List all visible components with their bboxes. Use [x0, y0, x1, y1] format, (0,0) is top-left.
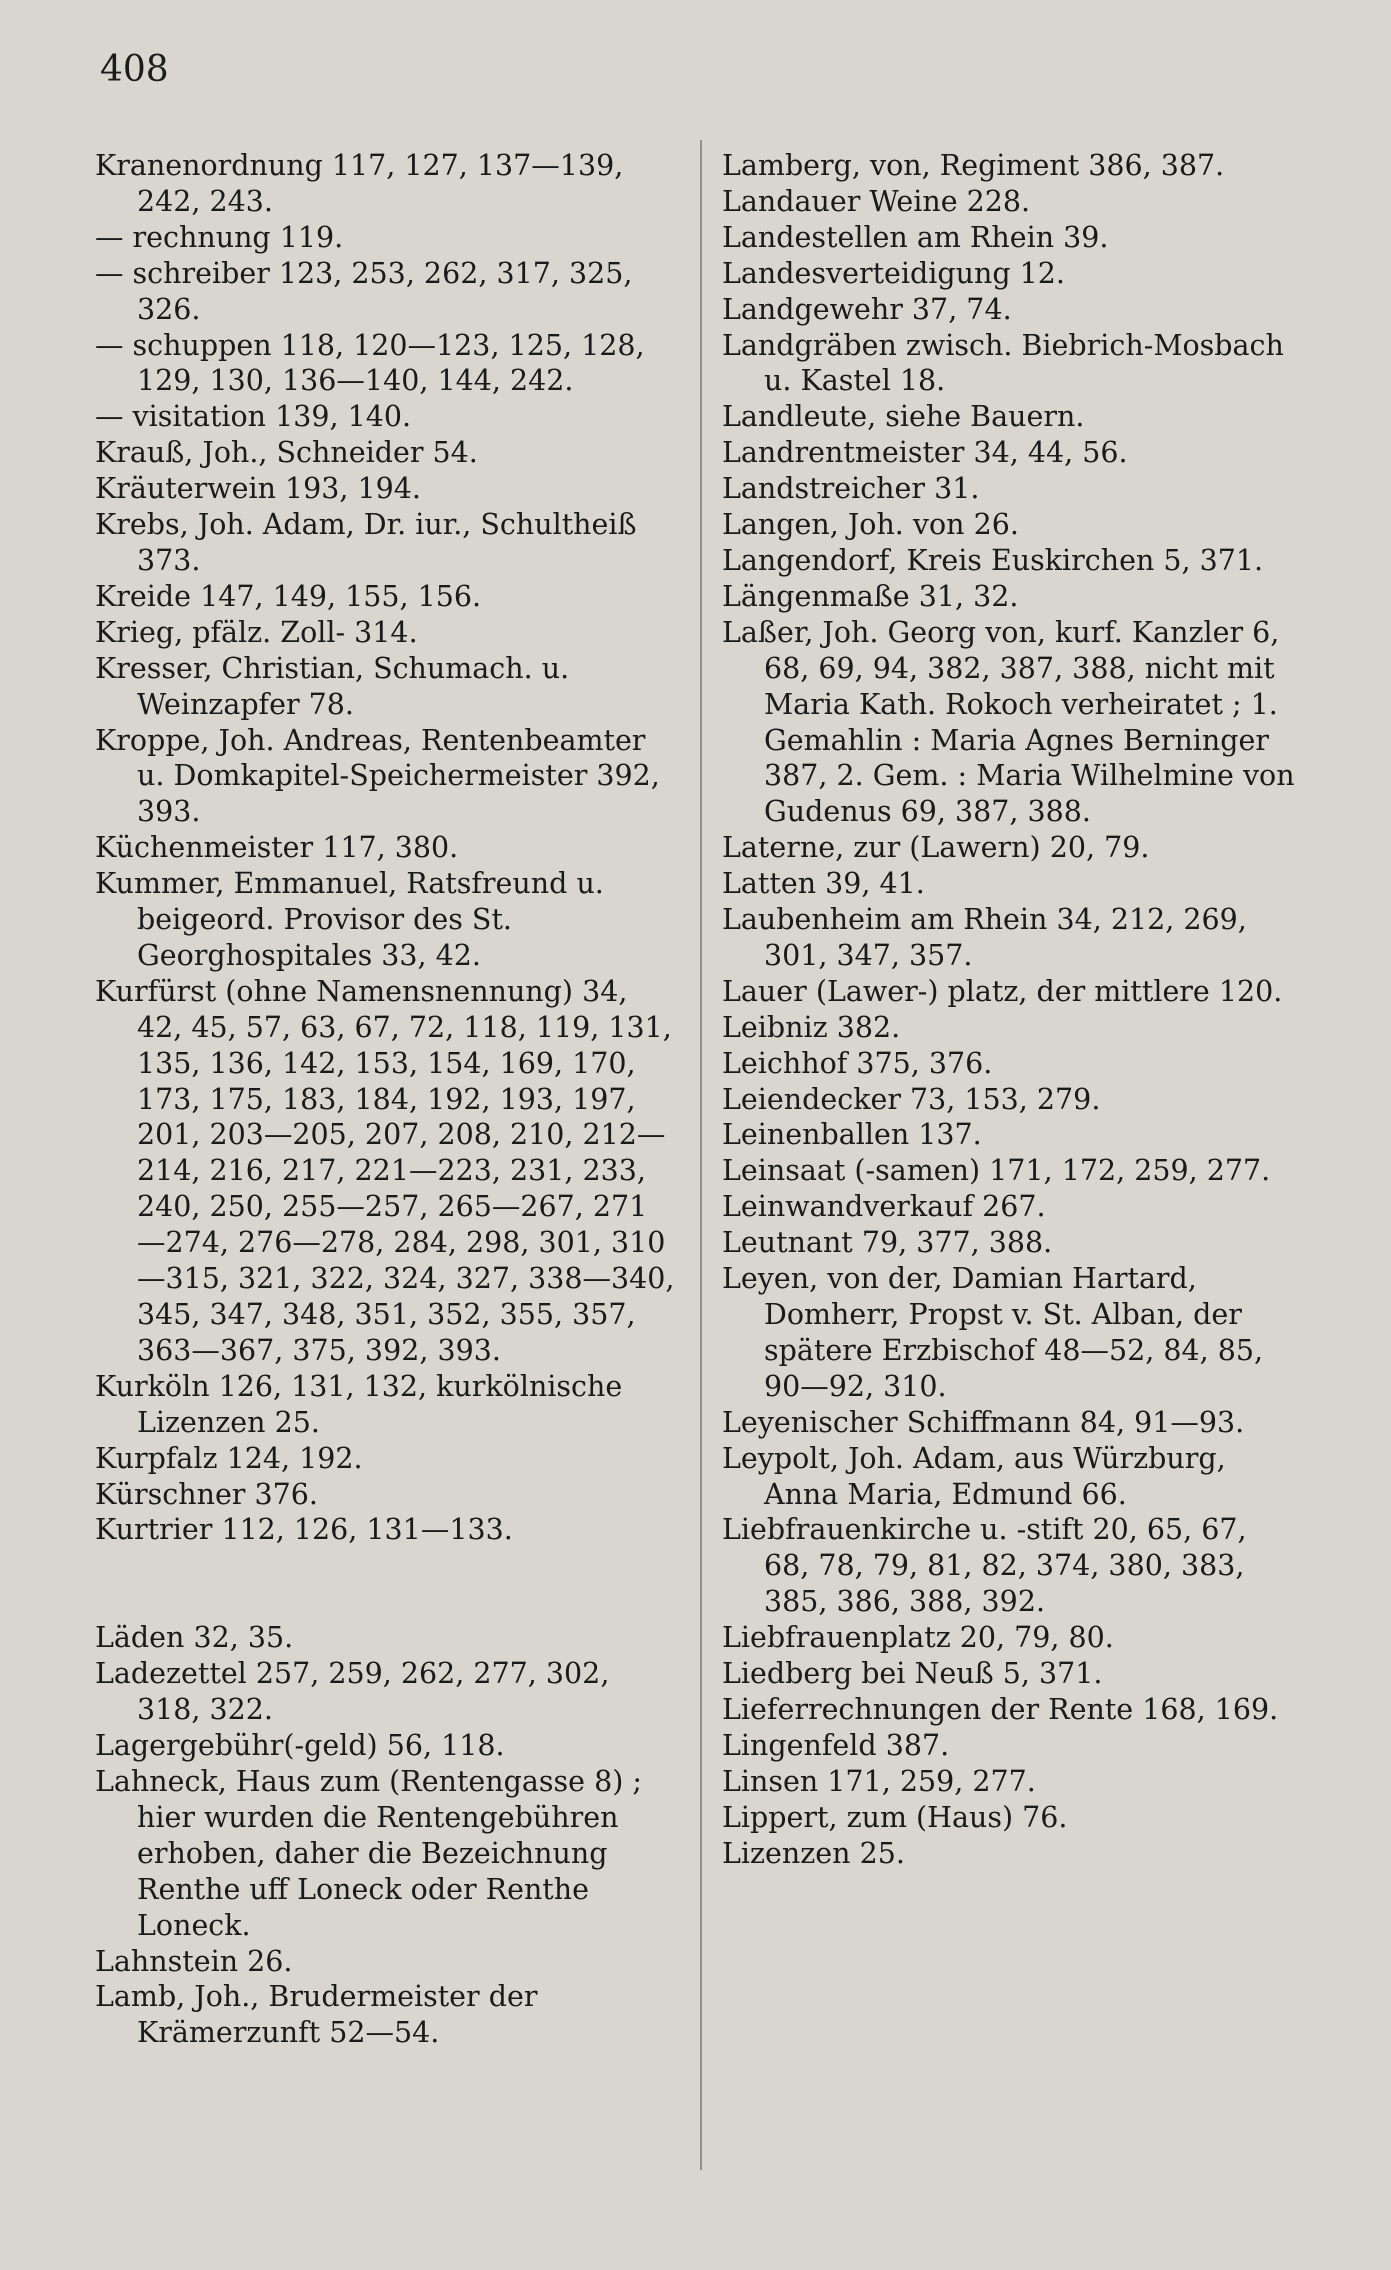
index-entry: Landleute, siehe Bauern.: [722, 400, 1085, 434]
index-entry: Linsen 171, 259, 277.: [722, 1764, 1036, 1798]
index-entry: Liebfrauenplatz 20, 79, 80.: [722, 1621, 1114, 1655]
index-entry: Langendorf, Kreis Euskirchen 5, 371.: [722, 543, 1264, 577]
index-entry: Kummer, Emmanuel, Ratsfreund u. beigeord. Provisor des St. Georghospitales 33, 42.: [95, 867, 604, 972]
index-entry: Kroppe, Joh. Andreas, Rentenbeamter u. Domkapitel-Speichermeister 392, 393.: [95, 723, 660, 829]
index-entry: Kurfürst (ohne Namensnennung) 34, 42, 45, 57, 63, 67, 72, 118, 119, 131, 135, 136, 142, 153, 154, 169, 170, 173, 175, 183, 184, 192, 193, 197, 201, 203—205, 207, 208, 210, 212—214, 216, 217, 221—223, 231, 233, 240, 250, 255—257, 265—267, 271—274, 276—278, 284, 298, 301, 310—315, 321, 322, 324, 327, 338—340, 345, 347, 348, 351, 352, 355, 357, 363—367, 375, 392, 393.: [95, 974, 675, 1367]
index-column-right: [722, 148, 1300, 1872]
index-entry: Lahnstein 26.: [95, 1944, 293, 1978]
column-divider: [700, 140, 702, 2170]
index-entry: Kräuterwein 193, 194.: [95, 472, 421, 506]
index-entry: Ladezettel 257, 259, 262, 277, 302, 318, 322.: [95, 1657, 610, 1727]
index-entry: Küchenmeister 117, 380.: [95, 831, 459, 865]
index-entry: Leiendecker 73, 153, 279.: [722, 1082, 1101, 1116]
index-entry: Krieg, pfälz. Zoll- 314.: [95, 615, 418, 649]
index-entry: Landstreicher 31.: [722, 472, 980, 506]
index-entry: Landestellen am Rhein 39.: [722, 220, 1109, 254]
index-entry: Langen, Joh. von 26.: [722, 508, 1019, 542]
index-entry: Landgräben zwisch. Biebrich-Mosbach u. Kastel 18.: [722, 328, 1284, 398]
index-entry: Lagergebühr(-geld) 56, 118.: [95, 1729, 505, 1763]
index-entry: — visitation 139, 140.: [95, 400, 412, 434]
index-entry: Leyen, von der, Damian Hartard, Domherr, Propst v. St. Alban, der spätere Erzbischof 48—52, 84, 85, 90—92, 310.: [722, 1262, 1264, 1403]
index-entry: Landesverteidigung 12.: [722, 256, 1065, 290]
index-entry: Leinwandverkauf 267.: [722, 1190, 1046, 1224]
index-entry: Lahneck, Haus zum (Rentengasse 8) ; hier wurden die Rentengebühren erhoben, daher die Bezeichnung Renthe uff Loneck oder Renthe Loneck.: [95, 1764, 642, 1942]
index-entry: Kreide 147, 149, 155, 156.: [95, 579, 482, 613]
index-entry: Kranenordnung 117, 127, 137—139, 242, 243.: [95, 149, 624, 218]
index-entry: Krauß, Joh., Schneider 54.: [95, 436, 478, 470]
index-entry: Lizenzen 25.: [722, 1836, 905, 1870]
index-entry: Kurtrier 112, 126, 131—133.: [95, 1513, 513, 1547]
index-entry: Lingenfeld 387.: [722, 1728, 950, 1762]
index-entry: Leyenischer Schiffmann 84, 91—93.: [722, 1405, 1245, 1439]
page-number: 408: [100, 49, 169, 90]
index-entry: Kurpfalz 124, 192.: [95, 1441, 363, 1475]
index-entry: Lauer (Lawer-) platz, der mittlere 120.: [722, 974, 1283, 1008]
index-entry: Kurköln 126, 131, 132, kurkölnische Lizenzen 25.: [95, 1369, 623, 1439]
index-entry: — rechnung 119.: [95, 220, 344, 254]
index-entry: Laßer, Joh. Georg von, kurf. Kanzler 6, 68, 69, 94, 382, 387, 388, nicht mit Maria Kath. Rokoch verheiratet ; 1. Gemahlin : Maria Agnes Berninger 387, 2. Gem. : Maria Wilhelmine von Gudenus 69, 387, 388.: [722, 615, 1295, 829]
index-entry: — schuppen 118, 120—123, 125, 128, 129, 130, 136—140, 144, 242.: [95, 328, 645, 398]
index-entry: Lieferrechnungen der Rente 168, 169.: [722, 1692, 1279, 1726]
index-entry: Landrentmeister 34, 44, 56.: [722, 436, 1128, 470]
index-entry: Krebs, Joh. Adam, Dr. iur., Schultheiß 373.: [95, 508, 637, 577]
index-entry: Leutnant 79, 377, 388.: [722, 1226, 1053, 1260]
index-entry: Längenmaße 31, 32.: [722, 579, 1019, 613]
index-entry: Liedberg bei Neuß 5, 371.: [722, 1657, 1103, 1691]
section-gap: [95, 1548, 675, 1620]
index-entry: Lamb, Joh., Brudermeister der Krämerzunft 52—54.: [95, 1980, 538, 2050]
index-entry: Leypolt, Joh. Adam, aus Würzburg, Anna Maria, Edmund 66.: [722, 1441, 1226, 1511]
index-entry: Latten 39, 41.: [722, 867, 925, 901]
index-entry: Lippert, zum (Haus) 76.: [722, 1800, 1068, 1834]
index-entry: Leichhof 375, 376.: [722, 1046, 993, 1080]
index-column-left: [95, 148, 675, 2051]
index-entry: Landauer Weine 228.: [722, 184, 1031, 218]
index-entry: Kresser, Christian, Schumach. u. Weinzapfer 78.: [95, 651, 570, 721]
index-entry: — schreiber 123, 253, 262, 317, 325, 326.: [95, 256, 633, 326]
index-entry: Kürschner 376.: [95, 1477, 318, 1511]
index-entry: Läden 32, 35.: [95, 1621, 294, 1655]
index-entry: Leibniz 382.: [722, 1010, 901, 1044]
index-entry: Landgewehr 37, 74.: [722, 292, 1012, 326]
index-entry: Leinsaat (-samen) 171, 172, 259, 277.: [722, 1154, 1271, 1188]
index-entry: Liebfrauenkirche u. -stift 20, 65, 67, 68, 78, 79, 81, 82, 374, 380, 383, 385, 386, 388, 392.: [722, 1513, 1247, 1619]
index-entry: Laubenheim am Rhein 34, 212, 269, 301, 347, 357.: [722, 903, 1247, 972]
index-entry: Laterne, zur (Lawern) 20, 79.: [722, 831, 1150, 865]
index-entry: Lamberg, von, Regiment 386, 387.: [722, 149, 1225, 182]
index-entry: Leinenballen 137.: [722, 1118, 982, 1152]
